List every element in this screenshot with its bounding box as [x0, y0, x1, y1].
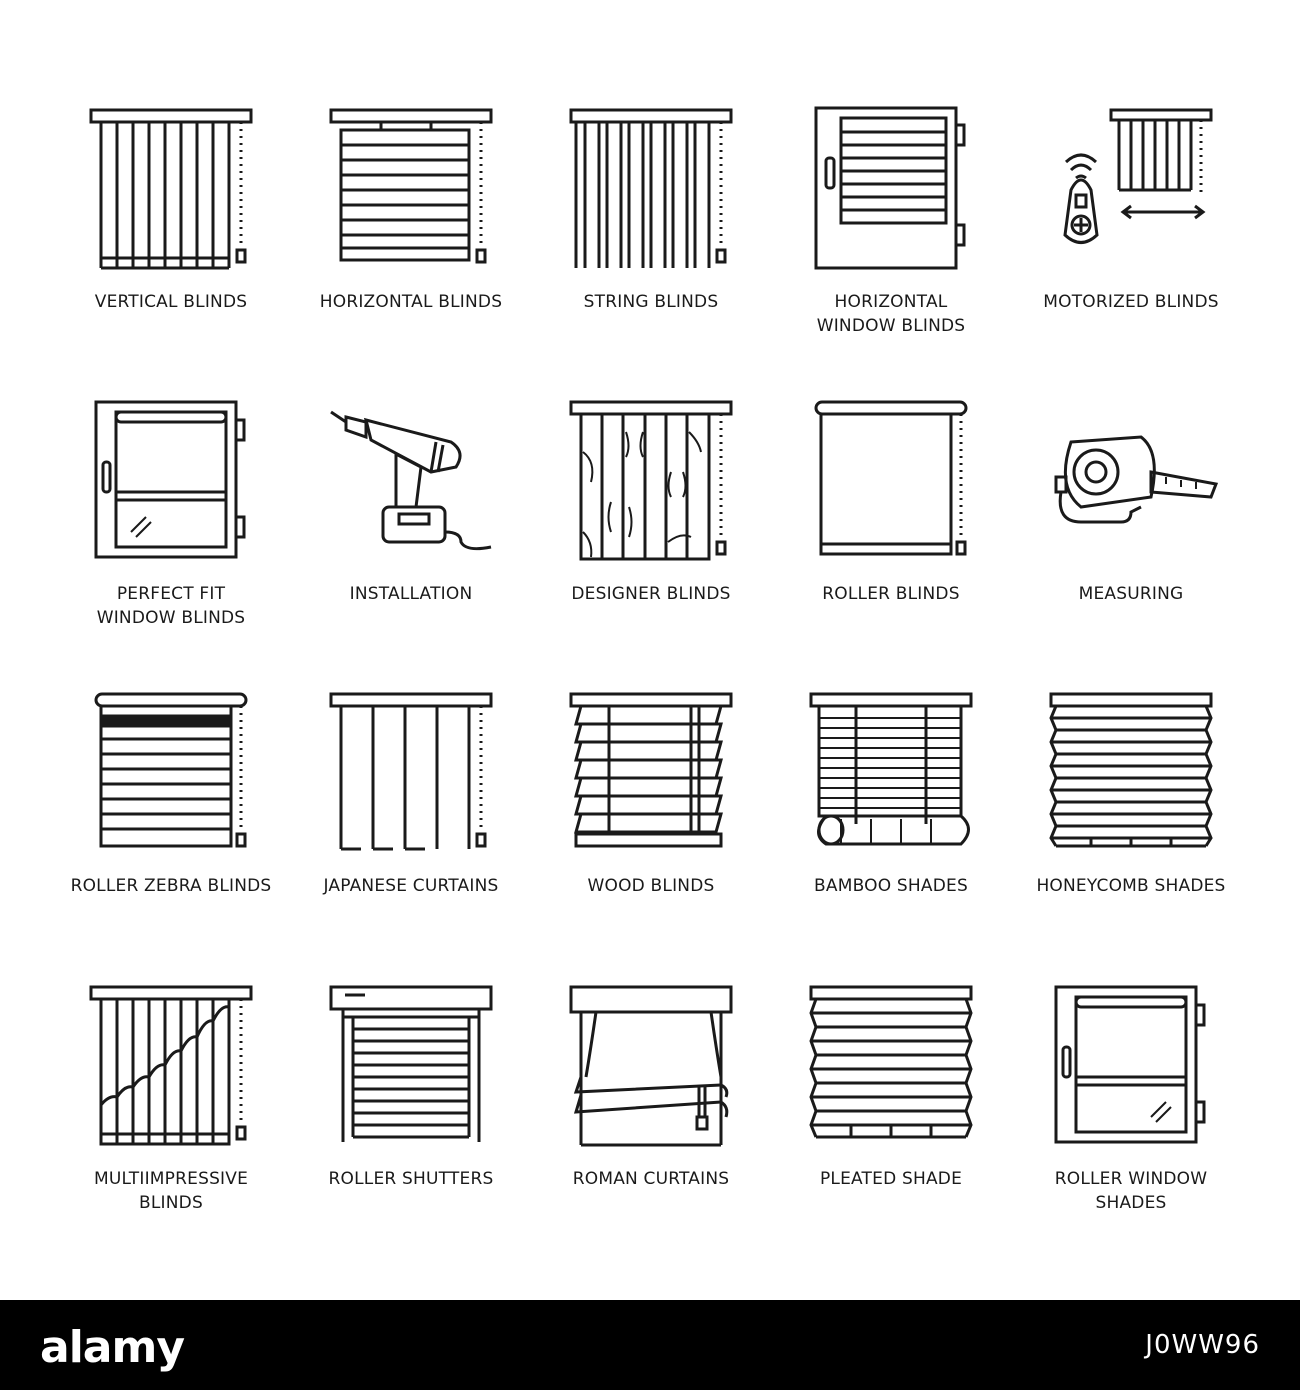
footer-bar	[0, 1300, 1300, 1390]
icon-label: WOOD BLINDS	[587, 876, 715, 896]
vertical-blinds-icon	[91, 100, 251, 270]
icon-label: ROLLER BLINDS	[822, 584, 960, 604]
horizontal-window-blinds-icon	[811, 100, 971, 270]
icon-label: ROLLER SHUTTERS	[328, 1169, 494, 1189]
alamy-logo: alamy	[40, 1322, 184, 1373]
icon-label: BAMBOO SHADES	[814, 876, 968, 896]
icon-label: ROLLER ZEBRA BLINDS	[70, 876, 272, 896]
icon-label: JAPANESE CURTAINS	[323, 876, 499, 896]
icon-cell	[51, 100, 291, 390]
honeycomb-shades-icon	[1051, 684, 1211, 854]
icon-label: STRING BLINDS	[583, 292, 719, 312]
perfect-fit-window-blinds-icon	[91, 392, 251, 562]
icon-cell	[51, 977, 291, 1267]
icon-cell	[51, 684, 291, 974]
icon-cell	[531, 684, 771, 974]
roman-curtains-icon	[571, 977, 731, 1147]
icon-label: MEASURING	[1078, 584, 1184, 604]
icon-cell	[771, 100, 1011, 390]
icon-label: ROMAN CURTAINS	[572, 1169, 730, 1189]
multiimpressive-blinds-icon	[91, 977, 251, 1147]
icon-label: HORIZONTAL WINDOW BLINDS	[816, 292, 966, 336]
icon-cell	[1011, 684, 1251, 974]
icon-cell	[291, 100, 531, 390]
icon-label: MOTORIZED BLINDS	[1043, 292, 1219, 312]
japanese-curtains-icon	[331, 684, 491, 854]
image-id: J0WW96	[1145, 1330, 1260, 1360]
icon-cell	[291, 977, 531, 1267]
roller-blinds-icon	[811, 392, 971, 562]
icon-cell	[771, 977, 1011, 1267]
designer-blinds-icon	[571, 392, 731, 562]
icon-label: PERFECT FIT WINDOW BLINDS	[96, 584, 246, 628]
roller-zebra-blinds-icon	[91, 684, 251, 854]
icon-label: MULTIIMPRESSIVE BLINDS	[93, 1169, 249, 1213]
icon-label: PLEATED SHADE	[819, 1169, 963, 1189]
pleated-shade-icon	[811, 977, 971, 1147]
wood-blinds-icon	[571, 684, 731, 854]
icon-cell	[291, 392, 531, 682]
icon-cell	[531, 100, 771, 390]
icon-label: HONEYCOMB SHADES	[1036, 876, 1226, 896]
icon-cell	[771, 684, 1011, 974]
drill-icon	[331, 392, 491, 562]
icon-cell	[1011, 100, 1251, 390]
horizontal-blinds-icon	[331, 100, 491, 270]
icon-cell	[531, 977, 771, 1267]
roller-shutters-icon	[331, 977, 491, 1147]
icon-label: VERTICAL BLINDS	[94, 292, 248, 312]
icon-label: DESIGNER BLINDS	[571, 584, 731, 604]
string-blinds-icon	[571, 100, 731, 270]
icon-cell	[771, 392, 1011, 682]
motorized-blinds-icon	[1051, 100, 1211, 270]
roller-window-shades-icon	[1051, 977, 1211, 1147]
icon-cell	[1011, 977, 1251, 1267]
icon-label: ROLLER WINDOW SHADES	[1054, 1169, 1208, 1213]
icon-cell	[531, 392, 771, 682]
icon-cell	[1011, 392, 1251, 682]
icon-label: HORIZONTAL BLINDS	[319, 292, 503, 312]
tape-measure-icon	[1051, 392, 1211, 562]
bamboo-shades-icon	[811, 684, 971, 854]
icon-cell	[51, 392, 291, 682]
icon-label: INSTALLATION	[349, 584, 473, 604]
icon-cell	[291, 684, 531, 974]
